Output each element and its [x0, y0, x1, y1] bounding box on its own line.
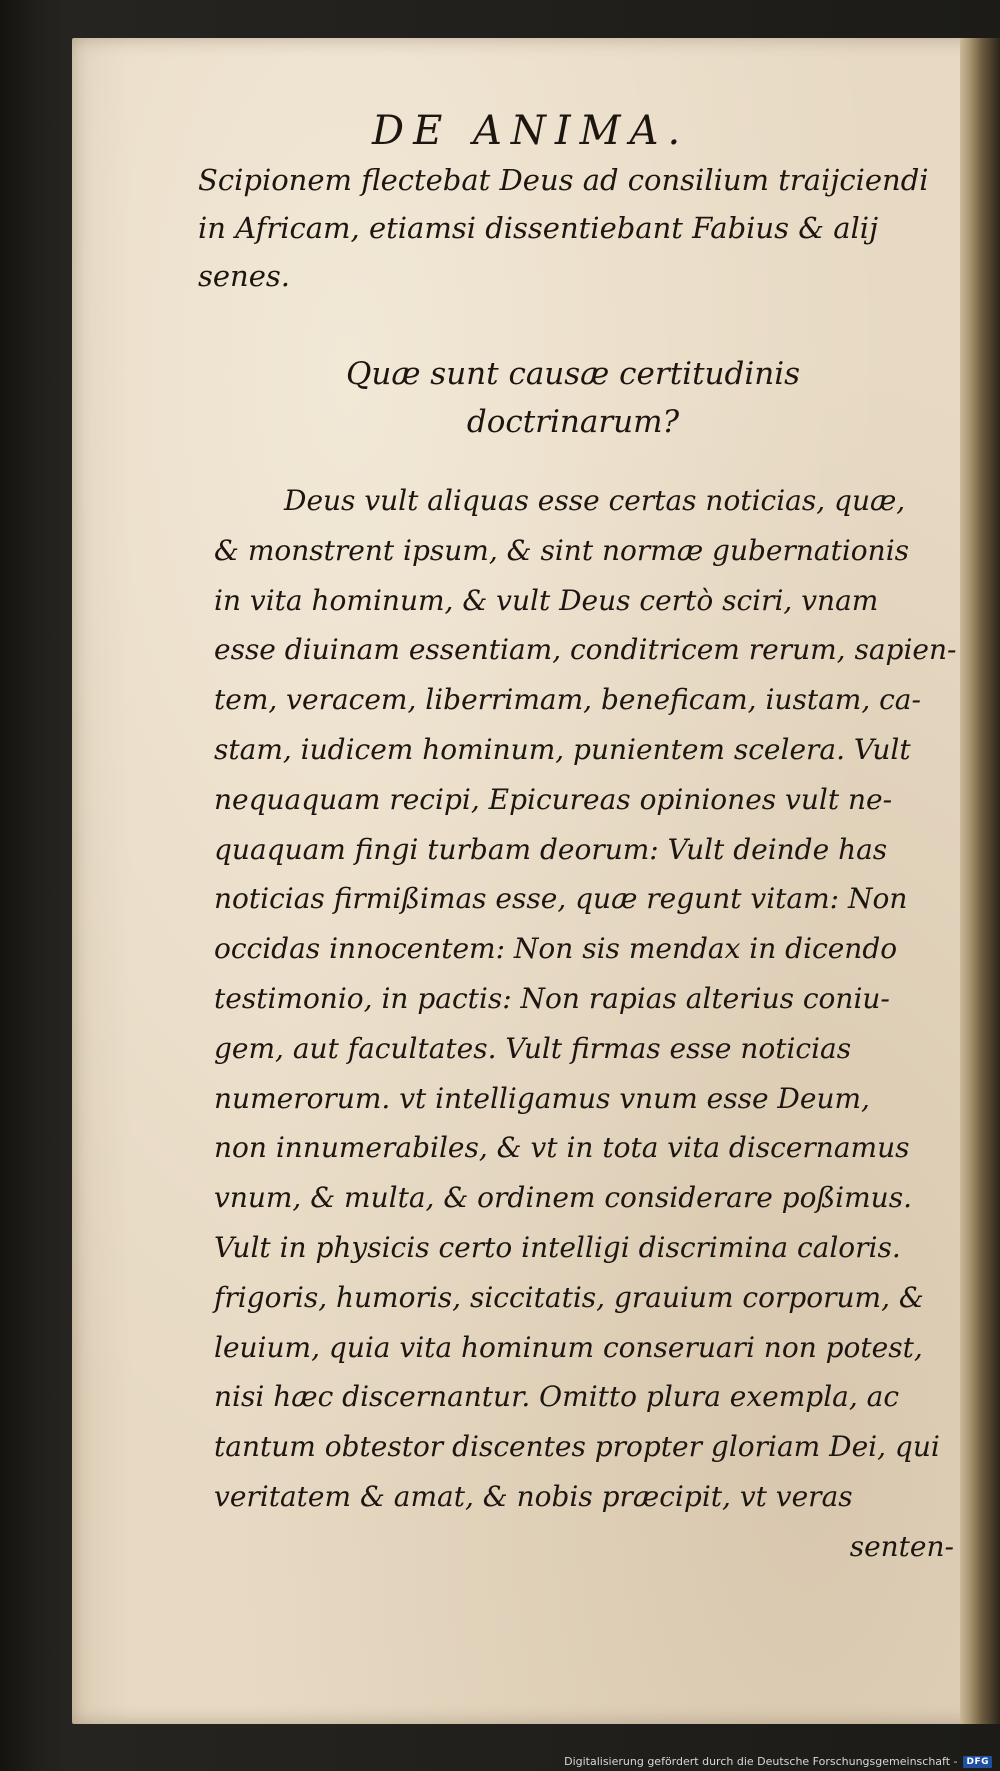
catchword: senten- [849, 1529, 954, 1563]
body-paragraph [214, 476, 956, 1572]
text-line: numerorum. vt intelligamus vnum esse Deum, [214, 1081, 870, 1115]
running-head: DE ANIMA. [372, 108, 690, 154]
text-line: Scipionem flectebat Deus ad consilium traijciendi [198, 163, 929, 197]
digitization-credit [564, 1755, 992, 1768]
question-line: doctrinarum? [466, 404, 680, 440]
lead-paragraph [198, 156, 929, 300]
text-line: vnum, & multa, & ordinem considerare poßimus. [214, 1181, 912, 1215]
page-edge [960, 38, 1000, 1724]
text-line: nisi hæc discernantur. Omitto plura exempla, ac [214, 1380, 900, 1414]
text-line: frigoris, humoris, siccitatis, grauium corporum, & [214, 1280, 924, 1314]
text-line: tantum obtestor discentes propter gloriam Dei, qui [214, 1430, 940, 1464]
text-line: gem, aut facultates. Vult firmas esse noticias [214, 1031, 852, 1065]
text-line: non innumerabiles, & vt in tota vita discernamus [214, 1131, 910, 1165]
text-line: in vita hominum, & vult Deus certò sciri, vnam [214, 583, 879, 617]
text-line: & monstrent ipsum, & sint normæ gubernationis [214, 533, 910, 567]
text-line: esse diuinam essentiam, conditricem rerum, sapien- [214, 633, 957, 667]
text-line: stam, iudicem hominum, punientem scelera. Vult [214, 732, 911, 766]
question-heading [198, 350, 948, 446]
text-line: testimonio, in pactis: Non rapias alterius coniu- [214, 981, 890, 1015]
text-line: Deus vult aliquas esse certas noticias, quæ, [284, 484, 906, 517]
text-line: in Africam, etiamsi dissentiebant Fabius & alij [198, 211, 879, 245]
text-line: nequaquam recipi, Epicureas opiniones vult ne- [214, 782, 893, 816]
text-line: veritatem & amat, & nobis præcipit, vt veras [214, 1479, 853, 1513]
text-line: occidas innocentem: Non sis mendax in dicendo [214, 932, 898, 966]
dfg-logo-icon: DFG [963, 1756, 992, 1768]
text-line: quaquam fingi turbam deorum: Vult deinde has [214, 832, 888, 866]
text-line: tem, veracem, liberrimam, beneficam, iustam, ca- [214, 683, 921, 717]
text-line: leuium, quia vita hominum conseruari non potest, [214, 1330, 923, 1364]
credit-text: Digitalisierung gefördert durch die Deutsche Forschungsgemeinschaft - [564, 1755, 958, 1768]
text-line: noticias firmißimas esse, quæ regunt vitam: Non [214, 882, 908, 916]
text-line: senes. [198, 259, 290, 293]
text-line: Vult in physicis certo intelligi discrimina caloris. [214, 1230, 901, 1264]
question-line: Quæ sunt causæ certitudinis [345, 356, 801, 392]
